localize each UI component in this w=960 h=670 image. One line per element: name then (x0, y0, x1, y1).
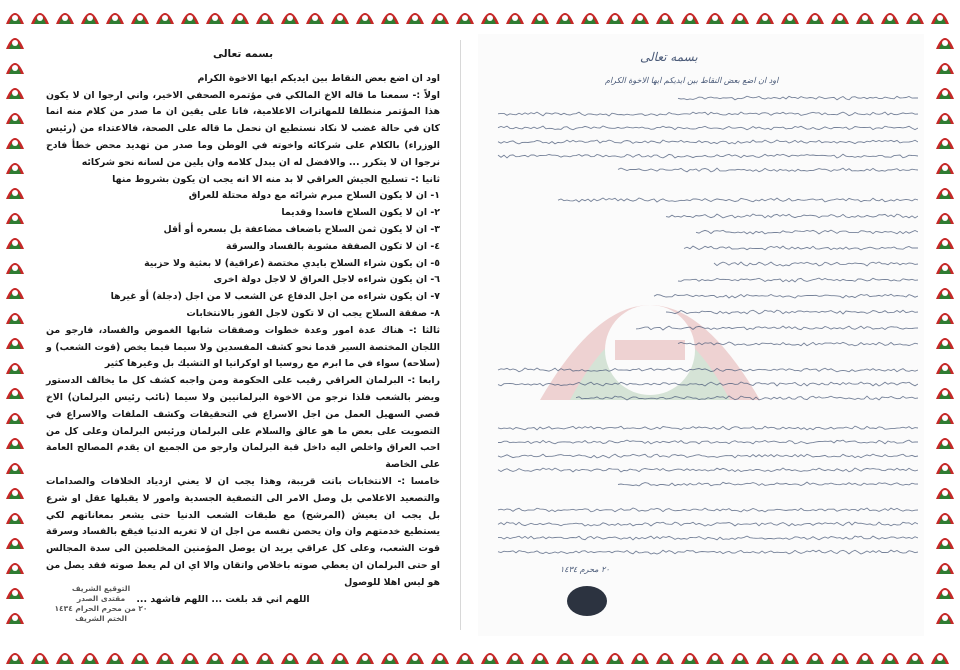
ornament-border-icon (934, 454, 956, 476)
ornament-border-icon (354, 4, 376, 26)
ornament-border-icon (829, 644, 851, 666)
handwritten-line (684, 246, 918, 250)
ornament-border-icon (4, 229, 26, 251)
ornament-border-icon (854, 644, 876, 666)
signature-line: التوقيع الشريف (71, 584, 131, 593)
ornament-border-icon (934, 554, 956, 576)
ornament-border-icon (4, 304, 26, 326)
ornament-border-icon (934, 104, 956, 126)
ornament-border-icon (929, 644, 951, 666)
ornament-border-icon (4, 4, 26, 26)
ornament-border-icon (604, 4, 626, 26)
ornament-border-icon (4, 354, 26, 376)
ornament-border-icon (929, 4, 951, 26)
handwritten-signature-date: ٢٠ محرم ١٤٣٤ (560, 565, 610, 574)
ornament-border-icon (229, 644, 251, 666)
condition-item: ٦- ان يكون شراءه لاجل العراق لا لاجل دولة اخرى (213, 274, 440, 286)
handwritten-line (678, 342, 918, 346)
condition-item: ٧- ان يكون شراءه من اجل الدفاع عن الشعب لا من اجل (دجلة) أو غيرها (110, 291, 440, 303)
ornament-border-icon (54, 4, 76, 26)
ornament-border-icon (479, 4, 501, 26)
ornament-border-icon (879, 644, 901, 666)
ornament-border-icon (29, 644, 51, 666)
ornament-border-icon (229, 4, 251, 26)
ornament-border-icon (904, 644, 926, 666)
ornament-border-icon (829, 4, 851, 26)
ornament-border-icon (934, 54, 956, 76)
handwritten-line (498, 522, 918, 526)
ornament-border-icon (934, 254, 956, 276)
ornament-border-icon (934, 29, 956, 51)
ornament-border-icon (854, 4, 876, 26)
ornament-border-icon (934, 429, 956, 451)
ornament-border-icon (554, 4, 576, 26)
ornament-border-icon (404, 644, 426, 666)
ornament-border-icon (4, 79, 26, 101)
ornament-border-icon (4, 154, 26, 176)
ornament-border-icon (4, 279, 26, 301)
ornament-border-icon (879, 4, 901, 26)
ornament-border-icon (329, 4, 351, 26)
ornament-border-icon (529, 644, 551, 666)
handwritten-opening: اود ان اضع بعض النقاط بين ايديكم ايها الاخوة الكرام (605, 76, 779, 85)
handwritten-line (498, 126, 918, 130)
ornament-border-icon (354, 644, 376, 666)
ornament-border-icon (804, 4, 826, 26)
ornament-border-icon (934, 229, 956, 251)
handwritten-line (666, 214, 918, 218)
ornament-border-icon (279, 644, 301, 666)
ornament-border-icon (454, 644, 476, 666)
handwritten-line (498, 368, 918, 372)
ornament-border-icon (4, 579, 26, 601)
ornament-border-icon (629, 644, 651, 666)
handwritten-text (488, 92, 918, 562)
ornament-border-icon (304, 644, 326, 666)
ornament-border-icon (504, 4, 526, 26)
paragraph-fourth: رابعا :- البرلمان العراقي رقيب على الحكومة ومن واجبه كشف كل ما يخالف الدستور ويضر بالشعب فلذا نرجو من الاخوة البرلمانيين ولا سيما (نائب رئيس البرلمان) الاخ قصي السهيل العمل من اجل الاسراع في التحقيقات وكشف الملفات والاسراع في التصويت على بعض ما هو عالق والسلام على البرلمان ورئيس البرلمان وعلى كل من احب العراق واخلص اليه داخل قبة البرلمان وارجو من الجميع ان يقدم المصالح العامة على الخاصة (46, 375, 440, 471)
typed-statement-page (36, 34, 450, 636)
ornament-border-icon (934, 404, 956, 426)
ornament-border-icon (429, 4, 451, 26)
ornament-border-icon (129, 4, 151, 26)
ornament-border-icon (279, 4, 301, 26)
ornament-border-icon (29, 4, 51, 26)
ornament-border-icon (179, 4, 201, 26)
ornament-border-icon (4, 254, 26, 276)
ornament-border-icon (4, 54, 26, 76)
ornament-border-icon (129, 644, 151, 666)
handwritten-line (678, 96, 918, 100)
ornament-border-icon (204, 644, 226, 666)
ornament-border-icon (4, 454, 26, 476)
ornament-border-icon (934, 279, 956, 301)
ornament-border-icon (779, 4, 801, 26)
ornament-border-icon (79, 4, 101, 26)
handwritten-line (714, 262, 918, 266)
condition-item: ٢- ان لا يكون السلاح فاسدا وقديما (281, 207, 440, 219)
ornament-border-icon (934, 329, 956, 351)
signature-seal-line: الختم الشريف (75, 614, 127, 623)
handwritten-heading: بسمه تعالى (640, 50, 698, 64)
ornament-border-icon (604, 644, 626, 666)
ornament-border-icon (4, 554, 26, 576)
ornament-border-icon (679, 4, 701, 26)
ornament-border-icon (304, 4, 326, 26)
ornament-border-icon (104, 644, 126, 666)
page-divider (460, 40, 461, 630)
handwritten-line (618, 168, 918, 172)
handwritten-line (498, 382, 918, 386)
ornament-border-icon (654, 644, 676, 666)
ornament-border-icon (934, 129, 956, 151)
ornament-border-icon (79, 644, 101, 666)
ornament-border-icon (4, 179, 26, 201)
ornament-border-icon (554, 644, 576, 666)
ornament-border-icon (4, 404, 26, 426)
ornament-border-icon (704, 644, 726, 666)
signature-name: مقتدى الصدر (76, 594, 126, 603)
ornament-border-icon (254, 4, 276, 26)
ornament-border-icon (934, 479, 956, 501)
ornament-border-icon (54, 644, 76, 666)
ornament-border-icon (934, 79, 956, 101)
ornament-border-icon (629, 4, 651, 26)
ornament-border-icon (934, 604, 956, 626)
ornament-border-icon (754, 4, 776, 26)
handwritten-line (498, 154, 918, 158)
ornament-border-icon (934, 154, 956, 176)
typed-statement (36, 34, 450, 608)
handwritten-line (654, 294, 918, 298)
handwritten-line (636, 326, 918, 330)
condition-item: ٥- ان يكون شراء السلاح بايدي مختصة (عراقية) لا بعثية ولا حزبية (144, 257, 440, 269)
condition-item: ١- ان لا يكون السلاح مبرم شرائه مع دولة محتلة للعراق (188, 190, 440, 202)
ornament-border-icon (4, 479, 26, 501)
statement-title: بسمه تعالى (212, 48, 274, 60)
ornament-border-icon (904, 4, 926, 26)
ornament-border-icon (934, 579, 956, 601)
ornament-border-icon (204, 4, 226, 26)
handwritten-line (618, 482, 918, 486)
ornament-border-icon (504, 644, 526, 666)
handwritten-line (498, 140, 918, 144)
ornament-border-icon (104, 4, 126, 26)
ornament-border-icon (934, 504, 956, 526)
paragraph-third: ثالثا :- هناك عدة امور وعدة خطوات وصفقات شابها الغموض والفساد، فارجو من اللجان المختصة السير قدما نحو كشف المفسدين ولا سيما فيما يخص (قوت الشعب) و (سلاحه) سواء في ما ابرم مع روسيا او اوكرانيا او التشيك بل وغيرها كثير (46, 324, 440, 370)
ornament-border-icon (4, 504, 26, 526)
condition-item: ٣- ان لا يكون ثمن السلاح باضعاف مضاعفة بل بسعره أو أقل (163, 223, 440, 235)
ornament-border-icon (454, 4, 476, 26)
ornament-border-icon (4, 604, 26, 626)
condition-item: ٨- صفقة السلاح يجب ان لا تكون لاجل الفوز بالانتخابات (186, 307, 440, 319)
ornament-border-icon (4, 529, 26, 551)
paragraph-fifth: خامسا :- الانتخابات باتت قريبة، وهذا يجب ان لا يعني ازدياد الخلافات والصدامات والتصعيد الاعلامي بل وصل الامر الى التصفية الجسدية وامور لا يقبلها عقل او شرع بل يجب ان يعيش (المرشح) مع طبقات الشعب الدنيا حتى يشعر بمعاناتهم لكي يستطيع خدمتهم وان وان يحصن نفسه من اجل ان لا تغريه الدنيا فيقع بالفساد وسرقة قوت الشعب، وعلى كل عراقي يريد ان يوصل المؤمنين المخلصين الى سدة المجالس او حتى البرلمان ان يعطي صوته باخلاص واتقان والا اي ان لم يعط صوته فقد يصل من هو ليس اهلا للوصول (46, 475, 440, 588)
handwritten-line (498, 550, 918, 554)
ornament-border-icon (329, 644, 351, 666)
ornament-border-icon (934, 204, 956, 226)
ornament-border-icon (429, 644, 451, 666)
ornament-border-icon (154, 4, 176, 26)
closing-line: اللهم اني قد بلغت ... اللهم فاشهد ... (136, 593, 310, 605)
stamp-seal-icon (567, 586, 607, 616)
handwritten-line (666, 310, 918, 314)
handwritten-line (696, 230, 918, 234)
ornament-border-icon (4, 429, 26, 451)
ornament-border-icon (4, 129, 26, 151)
signature-block (46, 584, 156, 624)
handwritten-line (498, 468, 918, 472)
ornament-border-icon (479, 644, 501, 666)
ornament-border-icon (579, 4, 601, 26)
handwritten-line (498, 112, 918, 116)
signature-date: ٢٠ من محرم الحرام ١٤٣٤ (54, 604, 148, 613)
ornament-border-icon (934, 529, 956, 551)
ornament-border-icon (379, 4, 401, 26)
ornament-border-icon (579, 644, 601, 666)
ornament-border-icon (754, 644, 776, 666)
handwritten-line (576, 396, 918, 400)
handwritten-line (498, 454, 918, 458)
ornament-border-icon (679, 644, 701, 666)
ornament-border-icon (4, 379, 26, 401)
ornament-border-icon (4, 29, 26, 51)
handwritten-line (558, 198, 918, 202)
ornament-border-icon (254, 644, 276, 666)
ornament-border-icon (779, 644, 801, 666)
ornament-border-icon (934, 379, 956, 401)
paragraph-intro: اود ان اضع بعض النقاط بين ايديكم ايها الاخوة الكرام (197, 72, 440, 84)
ornament-border-icon (4, 104, 26, 126)
ornament-border-icon (729, 644, 751, 666)
ornament-border-icon (729, 4, 751, 26)
ornament-border-icon (704, 4, 726, 26)
ornament-border-icon (934, 304, 956, 326)
ornament-border-icon (154, 644, 176, 666)
handwritten-line (678, 278, 918, 282)
handwritten-line (498, 536, 918, 540)
ornament-border-icon (379, 644, 401, 666)
ornament-border-icon (934, 179, 956, 201)
handwritten-line (498, 440, 918, 444)
handwritten-line (498, 426, 918, 430)
ornament-border-icon (804, 644, 826, 666)
ornament-border-icon (529, 4, 551, 26)
paragraph-second: ثانيا :- تسليح الجيش العراقي لا بد منه الا انه يجب ان يكون بشروط منها (112, 173, 440, 185)
ornament-border-icon (4, 329, 26, 351)
condition-item: ٤- ان لا تكون الصفقة مشوبة بالفساد والسرقة (225, 240, 440, 252)
handwritten-line (498, 508, 918, 512)
ornament-border-icon (404, 4, 426, 26)
ornament-border-icon (934, 354, 956, 376)
paragraph-first: اولاً :- سمعنا ما قاله الاخ المالكي في مؤتمره الصحفي الاخير، واني ارجوا ان لا يكون هذا المؤتمر منطلقا للمهاترات الاعلامية، فانا على يقين ان ما صدر من كلام منه انما كان في حالة غضب لا نكاد نستطيع ان نحمل ما قاله على الصحة، فالاعتداء من (رئيس الوزراء) بالكلام على شركائه واخوته في الوطن وما صدر من تهديد محض خطأ فادح نرجوا ان لا يتكرر ... والافضل له ان يبدل كلامه وان يلين من لسانه نحو شركائه (46, 89, 440, 168)
ornament-border-icon (4, 644, 26, 666)
ornament-border-icon (179, 644, 201, 666)
ornament-border-icon (4, 204, 26, 226)
ornament-border-icon (654, 4, 676, 26)
